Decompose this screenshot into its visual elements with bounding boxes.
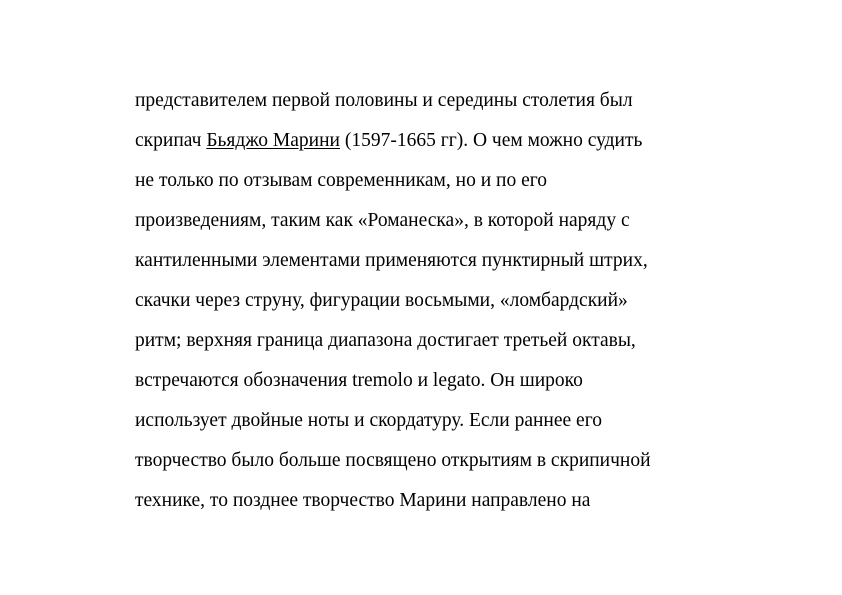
text-line: ритм; верхняя граница диапазона достигает третьей октавы, [135, 330, 636, 351]
text-segment: (1597-1665 гг). О чем можно судить [339, 130, 643, 151]
marini-link[interactable]: Бьяджо Марини [206, 130, 340, 151]
text-line: кантиленными элементами применяются пунктирный штрих, [135, 250, 648, 271]
text-line: творчество было больше посвящено открытиям в скрипичной [135, 450, 651, 471]
text-segment: скрипач [135, 130, 207, 151]
text-line: произведениям, таким как «Романеска», в которой наряду с [135, 210, 630, 231]
text-line: скачки через струну, фигурации восьмыми, «ломбардский» [135, 290, 628, 311]
text-line: технике, то позднее творчество Марини направлено на [135, 490, 591, 511]
text-line: встречаются обозначения tremolo и legato. Он широко [135, 370, 583, 391]
text-line: не только по отзывам современникам, но и по его [135, 170, 547, 191]
text-line: использует двойные ноты и скордатуру. Если раннее его [135, 410, 602, 431]
text-line: представителем первой половины и середины столетия был [135, 90, 633, 111]
text-line [135, 121, 775, 161]
body-text [135, 81, 775, 521]
